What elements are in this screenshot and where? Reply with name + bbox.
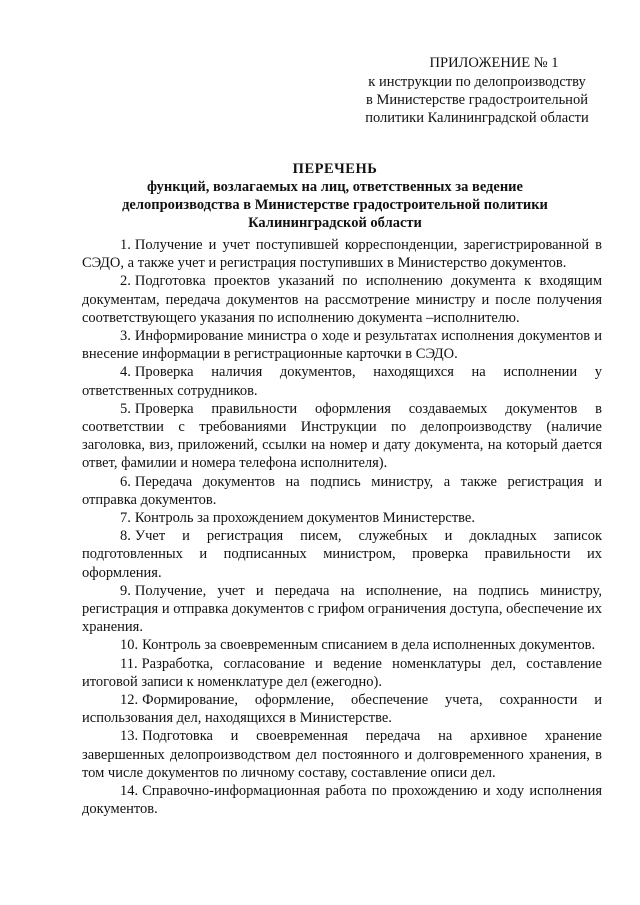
appendix-title: ПРИЛОЖЕНИЕ № 1 (429, 55, 559, 71)
list-item (82, 236, 602, 272)
item-text: Учет и регистрация писем, служебных и докладных записок подготовленных и подписанных министром, проверка правильности их оформления. (82, 528, 602, 581)
list-item (82, 727, 602, 782)
item-text: Контроль за своевременным списанием в дела исполненных документов. (142, 637, 596, 654)
list-item (82, 691, 602, 727)
appendix-block (352, 54, 602, 127)
item-text: Подготовка и своевременная передача на архивное хранение завершенных делопроизводством дел постоянного и долговременного хранения, в том числе документов по личному составу, составление описи дел. (82, 728, 602, 781)
item-text: Передача документов на подпись министру, а также регистрация и отправка документов. (82, 473, 602, 508)
list-item (82, 363, 602, 399)
item-text: Подготовка проектов указаний по исполнению документа к входящим документам, передача документов на рассмотрение министру и после получения соответствующего указания по исполнению документа –исполнителю. (82, 273, 602, 326)
item-text: Разработка, согласование и ведение номенклатуры дел, составление итоговой записи к номенклатуре дел (ежегодно). (82, 655, 602, 690)
item-number: 10. (120, 637, 139, 654)
item-text: Справочно-информационная работа по прохождению и ходу исполнения документов. (82, 783, 602, 818)
item-text: Проверка правильности оформления создаваемых документов в соответствии с требованиями Инструкции по делопроизводству (наличие заголовка, виз, приложений, ссылки на номер и дату документа, на который дается ответ, фамилии и номера телефона исполнителя). (82, 400, 602, 472)
document-heading (95, 160, 575, 232)
list-item (82, 327, 602, 363)
document-subtitle: функций, возлагаемых на лиц, ответственных за ведение делопроизводства в Министерстве градостроительной политики Калининградской области (122, 179, 548, 231)
item-number: 4. (120, 364, 131, 381)
list-item (82, 782, 602, 818)
item-number: 12. (120, 692, 139, 709)
item-number: 5. (120, 400, 131, 417)
item-number: 9. (120, 582, 131, 599)
functions-list (82, 236, 602, 819)
appendix-line-3: политики Калининградской области (365, 110, 589, 126)
list-item (82, 400, 602, 473)
item-number: 3. (120, 328, 131, 345)
list-item (82, 582, 602, 637)
list-item (82, 272, 602, 327)
list-item (82, 473, 602, 509)
item-number: 2. (120, 273, 131, 290)
item-number: 6. (120, 473, 131, 490)
appendix-line-2: в Министерстве градостроительной (366, 92, 588, 108)
item-number: 1. (120, 237, 131, 253)
item-number: 14. (120, 783, 139, 800)
list-item (82, 655, 602, 691)
list-item (82, 527, 602, 582)
item-text: Проверка наличия документов, находящихся на исполнении у ответственных сотрудников. (82, 364, 602, 399)
item-number: 13. (120, 728, 139, 745)
item-text: Контроль за прохождением документов Министерстве. (134, 510, 475, 527)
list-item (82, 636, 602, 654)
item-text: Формирование, оформление, обеспечение учета, сохранности и использования дел, находящихся в Министерстве. (82, 692, 602, 727)
item-number: 11. (120, 655, 138, 672)
item-text: Получение, учет и передача на исполнение, на подпись министру, регистрация и отправка документов с грифом ограничения доступа, обеспечение их хранения. (82, 582, 602, 636)
item-text: Информирование министра о ходе и результатах исполнения документов и внесение информации в регистрационные карточки в СЭДО. (82, 328, 602, 363)
item-text: Получение и учет поступившей корреспонденции, зарегистрированной в СЭДО, а также учет и регистрация поступивших в Министерство документов. (82, 237, 602, 272)
appendix-line-1: к инструкции по делопроизводству (368, 74, 586, 90)
item-number: 7. (120, 510, 131, 527)
document-title: ПЕРЕЧЕНЬ (292, 161, 378, 177)
item-number: 8. (120, 528, 131, 545)
list-item (82, 509, 602, 527)
